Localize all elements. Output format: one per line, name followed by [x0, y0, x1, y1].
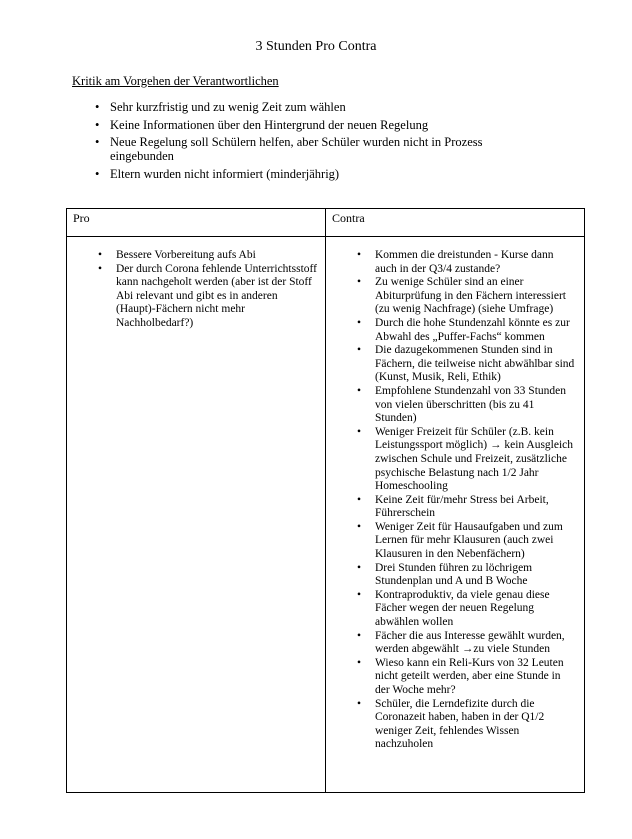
contra-item: • Durch die hohe Stundenzahl könnte es zur Abwahl des „Puffer-Fachs“ kommen: [326, 317, 576, 344]
pro-cell: [67, 237, 326, 793]
document-title: 3 Stunden Pro Contra: [255, 39, 377, 54]
contra-list: [326, 249, 584, 752]
contra-item: • Schüler, die Lerndefizite durch die Coronazeit haben, haben in der Q1/2 weniger Zeit, fehlendes Wissen nachzuholen: [326, 698, 576, 752]
contra-cell: [326, 237, 585, 793]
contra-item: • Keine Zeit für/mehr Stress bei Arbeit, Führerschein: [326, 494, 576, 521]
contra-item: • Weniger Zeit für Hausaufgaben und zum Lernen für mehr Klausuren (auch zwei Klausuren in den Nebenfächern): [326, 521, 576, 562]
contra-item: • Kommen die dreistunden - Kurse dann auch in der Q3/4 zustande?: [326, 249, 576, 276]
table-header-row: [67, 209, 585, 237]
contra-item: • Wieso kann ein Reli-Kurs von 32 Leuten nicht geteilt werden, aber eine Stunde in der Woche mehr?: [326, 657, 576, 698]
pro-contra-table: [66, 208, 585, 793]
table-body-row: [67, 237, 585, 793]
section-heading: Kritik am Vorgehen der Verantwortlichen: [72, 74, 279, 88]
criticism-item: • Keine Informationen über den Hintergrund der neuen Regelung: [66, 118, 536, 132]
criticism-item: • Eltern wurden nicht informiert (minderjährig): [66, 167, 536, 181]
criticism-list: [66, 100, 536, 184]
pro-column-header: Pro: [67, 209, 326, 237]
contra-item: • Fächer die aus Interesse gewählt wurden, werden abgewählt →zu viele Stunden: [326, 630, 576, 657]
contra-item: • Drei Stunden führen zu löchrigem Stundenplan und A und B Woche: [326, 562, 576, 589]
criticism-item: • Neue Regelung soll Schülern helfen, aber Schüler wurden nicht in Prozess eingebunden: [66, 135, 536, 163]
contra-item: • Die dazugekommenen Stunden sind in Fächern, die teilweise nicht abwählbar sind (Kunst, Musik, Reli, Ethik): [326, 344, 576, 385]
contra-column-header: Contra: [326, 209, 585, 237]
pro-list: [67, 249, 325, 331]
pro-item: • Bessere Vorbereitung aufs Abi: [67, 249, 317, 263]
pro-item: • Der durch Corona fehlende Unterrichtsstoff kann nachgeholt werden (aber ist der Stoff Abi relevant und gibt es in anderen (Haupt)-Fächern nicht mehr Nachholbedarf?): [67, 263, 317, 331]
contra-item: • Kontraproduktiv, da viele genau diese Fächer wegen der neuen Regelung abwählen wollen: [326, 589, 576, 630]
contra-item: • Weniger Freizeit für Schüler (z.B. kein Leistungssport möglich) → kein Ausgleich zwischen Schule und Freizeit, zusätzliche psychische Belastung nach 1/2 Jahr Homeschooling: [326, 426, 576, 494]
contra-item: • Zu wenige Schüler sind an einer Abiturprüfung in den Fächern interessiert (zu wenig Nachfrage) (siehe Umfrage): [326, 276, 576, 317]
criticism-item: • Sehr kurzfristig und zu wenig Zeit zum wählen: [66, 100, 536, 114]
contra-item: • Empfohlene Stundenzahl von 33 Stunden von vielen überschritten (bis zu 41 Stunden): [326, 385, 576, 426]
